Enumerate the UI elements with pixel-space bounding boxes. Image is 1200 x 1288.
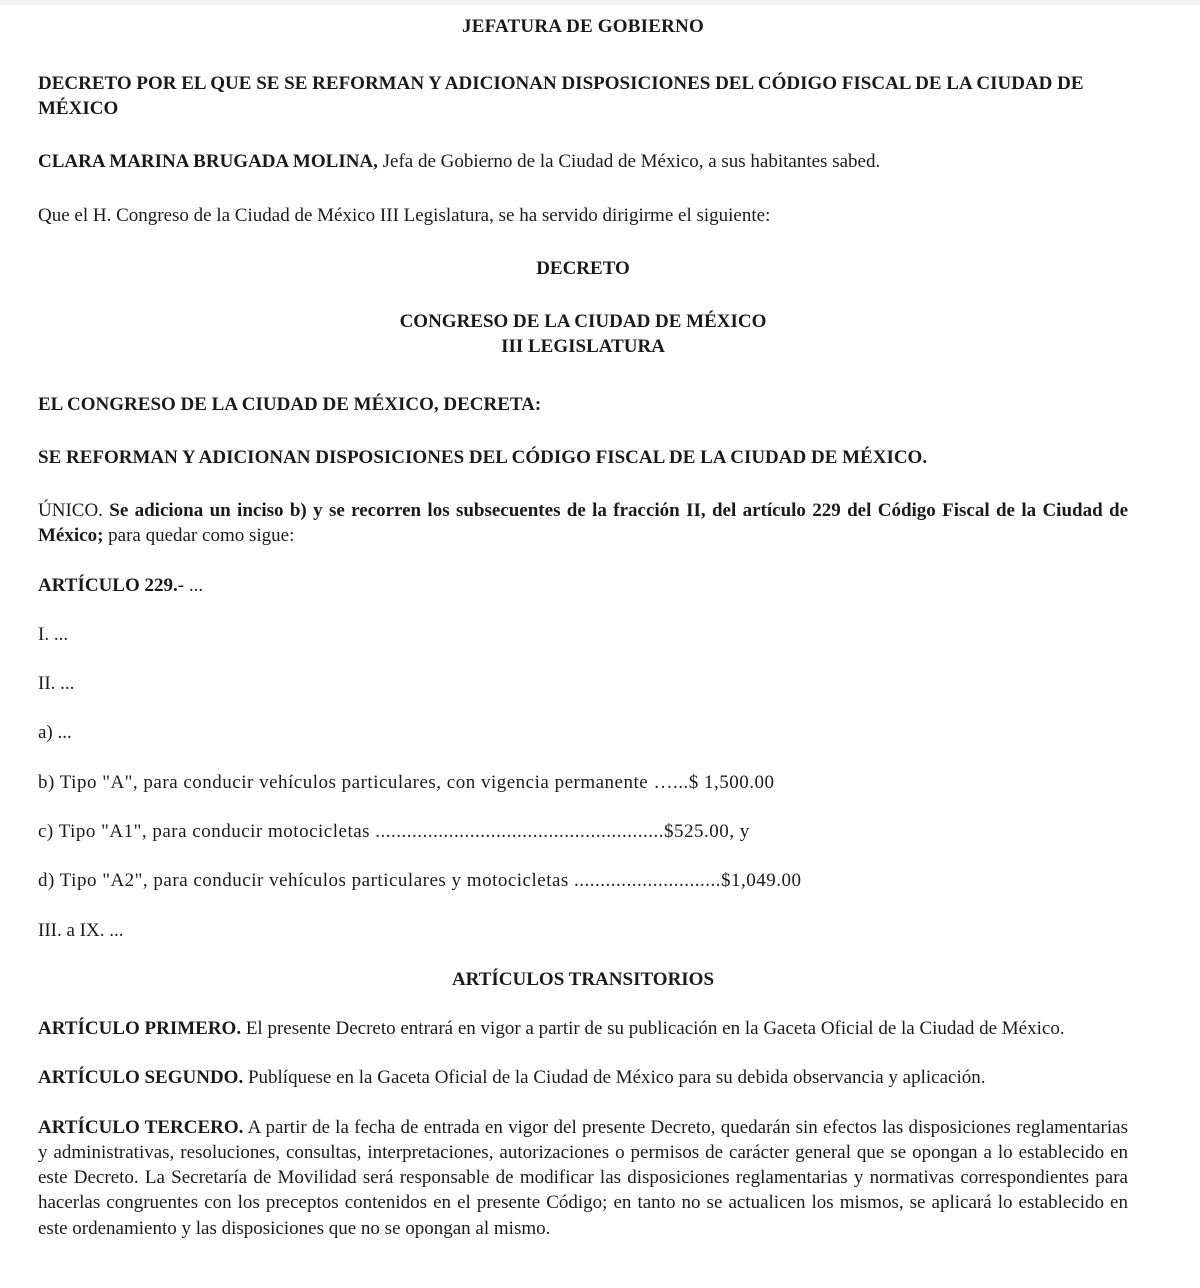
articulo-229-rest: - ... — [177, 574, 204, 596]
spacer — [38, 1091, 1128, 1115]
spacer — [38, 417, 1128, 445]
articulo-229-heading — [38, 573, 1128, 598]
document-body — [38, 5, 1128, 1241]
articulo-segundo — [38, 1065, 1128, 1090]
congress-title-line-1: CONGRESO DE LA CIUDAD DE MÉXICO — [399, 311, 767, 333]
spacer — [38, 844, 1128, 868]
spacer — [38, 992, 1128, 1016]
articulo-segundo-text: Publíquese en la Gaceta Oficial de la Ciudad de México para su debida observancia y aplicación. — [243, 1067, 986, 1089]
unico-body: Se adiciona un inciso b) y se recorren los subsecuentes de la fracción II, del artículo 229 del Código Fiscal de la Ciudad de México; — [38, 500, 1128, 547]
spacer — [38, 696, 1128, 720]
spacer — [38, 121, 1128, 149]
unico-suffix: para quedar como sigue: — [103, 525, 295, 547]
unico-prefix: ÚNICO. — [38, 500, 103, 522]
spacer — [38, 894, 1128, 918]
articulo-primero-text: El presente Decreto entrará en vigor a partir de su publicación en la Gaceta Oficial de la Ciudad de México. — [241, 1018, 1065, 1040]
spacer — [38, 943, 1128, 967]
spacer — [38, 39, 1128, 71]
decreto-label: DECRETO — [536, 257, 630, 279]
spacer — [38, 175, 1128, 203]
spacer — [38, 281, 1128, 309]
articulo-primero-label: ARTÍCULO PRIMERO. — [38, 1018, 242, 1040]
inciso-a: a) ... — [38, 722, 72, 744]
articulo-primero — [38, 1016, 1128, 1041]
spacer — [38, 795, 1128, 819]
articulo-tercero-text: A partir de la fecha de entrada en vigor del presente Decreto, quedarán sin efectos las disposiciones reglamentarias y administrativas, resoluciones, consultas, interpretaciones, autorizaciones o permisos de carácter general que se opongan a lo establecido en este Decreto. La Secretaría de Movilidad será responsable de modificar las disposiciones reglamentarias y normativas correspondientes para hacerlas congruentes con los preceptos contenidos en el presente Código; en tanto no se actualicen los mismos, se aplicará lo establecido en este ordenamiento y las disposiciones que no se opongan al mismo. — [38, 1116, 1128, 1239]
congress-title-line-2: III LEGISLATURA — [501, 336, 665, 358]
inciso-d: d) Tipo "A2", para conducir vehículos particulares y motocicletas ............................$1,049.00 — [38, 870, 802, 892]
spacer — [38, 360, 1128, 392]
inciso-c: c) Tipo "A1", para conducir motocicletas .......................................................$525.00, y — [38, 821, 750, 842]
inciso-b: b) Tipo "A", para conducir vehículos particulares, con vigencia permanente …...$ 1,500.00 — [38, 771, 775, 793]
fraction-i: I. ... — [38, 623, 69, 645]
congress-intro: Que el H. Congreso de la Ciudad de México III Legislatura, se ha servido dirigirme el siguiente: — [38, 204, 771, 226]
signatory-line — [38, 149, 1128, 174]
transitorios-heading: ARTÍCULOS TRANSITORIOS — [451, 968, 715, 990]
spacer — [38, 228, 1128, 256]
spacer — [38, 746, 1128, 770]
spacer — [38, 598, 1128, 622]
spacer — [38, 470, 1128, 498]
articulo-tercero — [38, 1115, 1128, 1241]
spacer — [38, 549, 1128, 573]
page-title: JEFATURA DE GOBIERNO — [462, 16, 704, 37]
reform-line: SE REFORMAN Y ADICIONAN DISPOSICIONES DEL CÓDIGO FISCAL DE LA CIUDAD DE MÉXICO. — [38, 446, 928, 468]
fraction-iii-to-ix: III. a IX. ... — [38, 919, 124, 941]
articulo-segundo-label: ARTÍCULO SEGUNDO. — [38, 1067, 244, 1089]
fraction-ii: II. ... — [38, 673, 75, 695]
decree-heading: DECRETO POR EL QUE SE SE REFORMAN Y ADICIONAN DISPOSICIONES DEL CÓDIGO FISCAL DE LA CIUDAD DE MÉXICO — [38, 72, 1084, 120]
signatory-name: CLARA MARINA BRUGADA MOLINA, — [38, 151, 378, 173]
unico-paragraph — [38, 498, 1128, 549]
articulo-tercero-label: ARTÍCULO TERCERO. — [38, 1116, 244, 1138]
articulo-229-label: ARTÍCULO 229. — [38, 574, 178, 596]
signatory-rest: Jefa de Gobierno de la Ciudad de México, a sus habitantes sabed. — [377, 151, 881, 173]
spacer — [38, 647, 1128, 671]
decreta-line: EL CONGRESO DE LA CIUDAD DE MÉXICO, DECRETA: — [38, 393, 542, 415]
spacer — [38, 1041, 1128, 1065]
